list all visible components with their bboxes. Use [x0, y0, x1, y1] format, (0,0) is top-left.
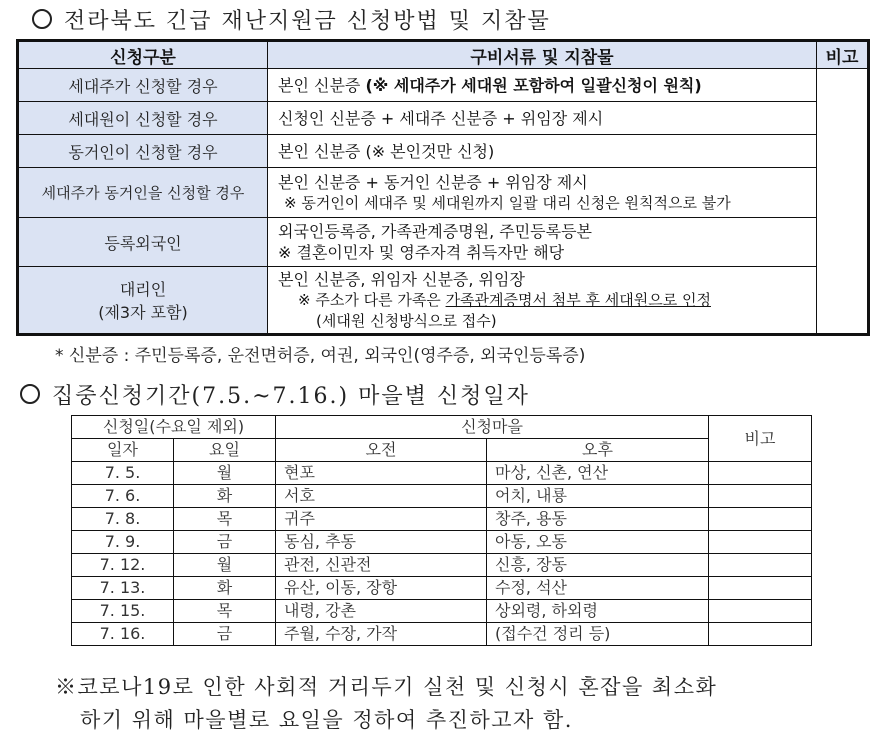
- remarks-cell: [709, 600, 812, 623]
- documents-text: 본인 신분증, 위임자 신분증, 위임장: [278, 269, 525, 289]
- afternoon-villages-cell: (접수건 정리 등): [487, 623, 709, 646]
- day-cell: 월: [174, 554, 276, 577]
- table-group-header-row: [72, 416, 812, 439]
- closing-note-line1: ※코로나19로 인한 사회적 거리두기 실천 및 신청시 혼잡을 최소화: [55, 675, 718, 699]
- day-cell: 화: [174, 577, 276, 600]
- day-cell: 월: [174, 462, 276, 485]
- remarks-cell: [709, 508, 812, 531]
- header-date-group: 신청일(수요일 제외): [72, 416, 276, 439]
- morning-villages-cell: 관전, 신관전: [276, 554, 487, 577]
- morning-villages-cell: 서호: [276, 485, 487, 508]
- header-day: 요일: [174, 439, 276, 462]
- category-cell: 세대주가 동거인을 신청할 경우: [18, 168, 268, 218]
- afternoon-villages-cell: 어치, 내룡: [487, 485, 709, 508]
- table-row: [18, 267, 869, 335]
- category-cell: 세대원이 신청할 경우: [18, 102, 268, 135]
- note-underlined: 가족관계증명서 첨부 후 세대원으로 인정: [445, 290, 711, 309]
- table-row: [18, 69, 869, 102]
- header-date: 일자: [72, 439, 174, 462]
- documents-note: ※ 동거인이 세대주 및 세대원까지 일괄 대리 신청은 원칙적으로 불가: [284, 193, 731, 212]
- id-card-footnote: * 신분증 : 주민등록증, 운전면허증, 여권, 외국인(영주증, 외국인등록증): [55, 346, 586, 366]
- table-row: [72, 508, 812, 531]
- section2-title: 집중신청기간(7.5.~7.16.) 마을별 신청일자: [52, 384, 530, 409]
- remarks-cell: [709, 554, 812, 577]
- table-row: [72, 623, 812, 646]
- header-documents: 구비서류 및 지참물: [268, 41, 817, 69]
- date-cell: 7. 12.: [72, 554, 174, 577]
- morning-villages-cell: 유산, 이동, 장항: [276, 577, 487, 600]
- afternoon-villages-cell: 신흥, 장동: [487, 554, 709, 577]
- table-row: [72, 531, 812, 554]
- documents-bold-note: (※ 세대주가 세대원 포함하여 일괄신청이 원칙): [365, 75, 702, 95]
- day-cell: 목: [174, 508, 276, 531]
- day-cell: 목: [174, 600, 276, 623]
- section2-heading: [20, 379, 530, 410]
- documents-note: ※ 결혼이민자 및 영주자격 취득자만 해당: [278, 243, 565, 262]
- remarks-cell: [709, 485, 812, 508]
- table-row: [72, 554, 812, 577]
- header-remarks: 비고: [709, 416, 812, 462]
- date-cell: 7. 16.: [72, 623, 174, 646]
- day-cell: 금: [174, 623, 276, 646]
- remarks-cell: [709, 531, 812, 554]
- afternoon-villages-cell: 마상, 신촌, 연산: [487, 462, 709, 485]
- date-cell: 7. 13.: [72, 577, 174, 600]
- circle-bullet-icon: [20, 384, 40, 404]
- table-row: [72, 600, 812, 623]
- afternoon-villages-cell: 창주, 용동: [487, 508, 709, 531]
- afternoon-villages-cell: 수정, 석산: [487, 577, 709, 600]
- documents-text: 본인 신분증: [278, 75, 366, 95]
- header-remarks: 비고: [817, 41, 869, 69]
- village-schedule-table: [71, 415, 812, 646]
- header-village-group: 신청마을: [276, 416, 709, 439]
- table-sub-header-row: [72, 439, 812, 462]
- category-line1: 대리인: [119, 280, 167, 299]
- documents-text: 외국인등록증, 가족관계증명원, 주민등록등본: [278, 222, 593, 241]
- remarks-cell: [709, 623, 812, 646]
- documents-cell: [268, 267, 817, 335]
- category-cell: 등록외국인: [18, 218, 268, 267]
- table-row: [18, 102, 869, 135]
- header-category: 신청구분: [18, 41, 268, 69]
- documents-cell: 본인 신분증 (※ 본인것만 신청): [268, 135, 817, 168]
- documents-cell: [268, 69, 817, 102]
- documents-cell: [268, 168, 817, 218]
- note-prefix: ※ 주소가 다른 가족은: [298, 290, 446, 309]
- category-line2: (제3자 포함): [98, 303, 188, 322]
- table-row: [18, 218, 869, 267]
- remarks-cell: [817, 69, 869, 335]
- table-row: [18, 135, 869, 168]
- table-row: [72, 577, 812, 600]
- documents-note: [278, 290, 808, 311]
- date-cell: 7. 6.: [72, 485, 174, 508]
- category-cell: 동거인이 신청할 경우: [18, 135, 268, 168]
- date-cell: 7. 15.: [72, 600, 174, 623]
- day-cell: 화: [174, 485, 276, 508]
- table-row: [72, 462, 812, 485]
- day-cell: 금: [174, 531, 276, 554]
- category-cell: [18, 267, 268, 335]
- table-row: [18, 168, 869, 218]
- closing-note-line2: 하기 위해 마을별로 요일을 정하여 추진하고자 함.: [80, 708, 573, 732]
- date-cell: 7. 8.: [72, 508, 174, 531]
- documents-cell: 신청인 신분증 + 세대주 신분증 + 위임장 제시: [268, 102, 817, 135]
- section1-title: 전라북도 긴급 재난지원금 신청방법 및 지참물: [64, 9, 551, 34]
- morning-villages-cell: 귀주: [276, 508, 487, 531]
- documents-cell: [268, 218, 817, 267]
- date-cell: 7. 9.: [72, 531, 174, 554]
- table-header-row: [18, 41, 869, 69]
- afternoon-villages-cell: 상외령, 하외령: [487, 600, 709, 623]
- header-afternoon: 오후: [487, 439, 709, 462]
- section1-heading: [32, 4, 551, 35]
- morning-villages-cell: 주월, 수장, 가작: [276, 623, 487, 646]
- morning-villages-cell: 현포: [276, 462, 487, 485]
- afternoon-villages-cell: 아동, 오동: [487, 531, 709, 554]
- morning-villages-cell: 내령, 강촌: [276, 600, 487, 623]
- morning-villages-cell: 동심, 추동: [276, 531, 487, 554]
- header-morning: 오전: [276, 439, 487, 462]
- documents-text: 본인 신분증 + 동거인 신분증 + 위임장 제시: [278, 172, 588, 192]
- documents-note-line2: (세대원 신청방식으로 접수): [316, 311, 497, 330]
- remarks-cell: [709, 577, 812, 600]
- date-cell: 7. 5.: [72, 462, 174, 485]
- remarks-cell: [709, 462, 812, 485]
- circle-bullet-icon: [32, 9, 52, 29]
- application-method-table: [16, 39, 870, 336]
- category-cell: 세대주가 신청할 경우: [18, 69, 268, 102]
- table-row: [72, 485, 812, 508]
